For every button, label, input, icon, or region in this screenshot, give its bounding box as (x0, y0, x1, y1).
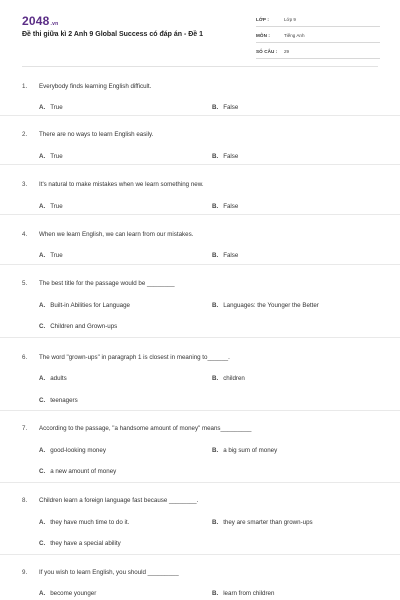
question-text: If you wish to learn English, you should _________ (39, 569, 179, 576)
option-letter: B. (212, 302, 219, 309)
meta-label: LỚP : (256, 17, 270, 22)
question-text: Everybody finds learning English difficult. (39, 83, 152, 90)
option-text: True (50, 203, 63, 210)
logo-text: 2048 (22, 14, 50, 28)
option-b[interactable] (212, 519, 313, 526)
meta-underline (256, 26, 380, 27)
option-a[interactable] (39, 302, 130, 309)
option-a[interactable] (39, 375, 67, 382)
question-9 (0, 554, 400, 600)
question-text: According to the passage, "a handsome amount of money" means_________ (39, 425, 252, 432)
meta-label: SỐ CÂU : (256, 49, 278, 54)
option-a[interactable] (39, 447, 106, 454)
question-8 (0, 482, 400, 555)
meta-value: 29 (284, 49, 290, 54)
question-number: 7. (22, 425, 28, 432)
question-number: 6. (22, 354, 28, 361)
option-a[interactable] (39, 203, 63, 210)
option-letter: B. (212, 590, 219, 597)
question-text: Children learn a foreign language fast because ________. (39, 497, 199, 504)
option-text: they have much time to do it. (50, 519, 130, 526)
option-letter: B. (212, 252, 219, 259)
meta-info (256, 14, 380, 62)
option-text: Children and Grown-ups (50, 323, 118, 330)
option-letter: A. (39, 375, 46, 382)
option-text: False (223, 203, 239, 210)
option-letter: A. (39, 447, 46, 454)
option-letter: A. (39, 203, 46, 210)
question-number: 5. (22, 280, 28, 287)
meta-value: Lớp 9 (284, 17, 296, 22)
option-letter: B. (212, 519, 219, 526)
option-letter: A. (39, 252, 46, 259)
question-number: 8. (22, 497, 28, 504)
option-b[interactable] (212, 590, 274, 597)
question-2 (0, 115, 400, 165)
option-c[interactable] (39, 323, 117, 330)
meta-underline (256, 42, 380, 43)
option-b[interactable] (212, 153, 238, 160)
option-text: they are smarter than grown-ups (223, 519, 313, 526)
question-text: There are no ways to learn English easily. (39, 131, 154, 138)
question-text: The word "grown-ups" in paragraph 1 is closest in meaning to______. (39, 354, 230, 361)
option-c[interactable] (39, 468, 116, 475)
question-text: When we learn English, we can learn from our mistakes. (39, 231, 194, 238)
question-5 (0, 264, 400, 338)
question-text: The best title for the passage would be ________ (39, 280, 175, 287)
logo-tld: .vn (50, 21, 59, 27)
option-letter: C. (39, 323, 46, 330)
question-4 (0, 214, 400, 265)
site-logo[interactable] (22, 14, 58, 28)
option-b[interactable] (212, 302, 319, 309)
meta-underline (256, 58, 380, 59)
question-number: 4. (22, 231, 28, 238)
option-text: a big sum of money (223, 447, 278, 454)
option-b[interactable] (212, 252, 238, 259)
meta-value: Tiếng Anh (284, 33, 305, 38)
question-number: 9. (22, 569, 28, 576)
option-b[interactable] (212, 447, 277, 454)
option-text: False (223, 252, 239, 259)
option-b[interactable] (212, 104, 238, 111)
option-c[interactable] (39, 397, 78, 404)
option-letter: B. (212, 203, 219, 210)
question-number: 1. (22, 83, 28, 90)
option-text: become younger (50, 590, 97, 597)
option-text: they have a special ability (50, 540, 121, 547)
option-text: True (50, 104, 63, 111)
page-title: Đề thi giữa kì 2 Anh 9 Global Success có đáp án - Đề 1 (22, 31, 204, 38)
meta-row-subject (256, 30, 380, 46)
meta-label: MÔN : (256, 33, 271, 38)
option-a[interactable] (39, 590, 96, 597)
question-text: It's natural to make mistakes when we learn something new. (39, 181, 204, 188)
option-b[interactable] (212, 203, 238, 210)
option-a[interactable] (39, 104, 63, 111)
option-letter: A. (39, 104, 46, 111)
question-3 (0, 164, 400, 215)
option-text: learn from children (223, 590, 275, 597)
option-a[interactable] (39, 519, 129, 526)
option-letter: A. (39, 302, 46, 309)
option-letter: C. (39, 397, 46, 404)
option-letter: A. (39, 519, 46, 526)
option-text: Built-in Abilities for Language (50, 302, 130, 309)
question-number: 2. (22, 131, 28, 138)
option-letter: B. (212, 447, 219, 454)
option-letter: C. (39, 540, 46, 547)
option-b[interactable] (212, 375, 245, 382)
option-text: children (223, 375, 245, 382)
option-c[interactable] (39, 540, 121, 547)
option-letter: B. (212, 375, 219, 382)
option-text: True (50, 252, 63, 259)
option-letter: B. (212, 104, 219, 111)
meta-row-count (256, 46, 380, 62)
option-text: teenagers (50, 397, 78, 404)
question-1 (0, 66, 400, 116)
header (0, 0, 400, 66)
option-text: adults (50, 375, 67, 382)
option-text: a new amount of money (50, 468, 117, 475)
option-letter: C. (39, 468, 46, 475)
option-letter: A. (39, 590, 46, 597)
option-text: Languages: the Younger the Better (223, 302, 319, 309)
option-letter: A. (39, 153, 46, 160)
question-6 (0, 337, 400, 411)
option-a[interactable] (39, 252, 63, 259)
meta-row-class (256, 14, 380, 30)
option-a[interactable] (39, 153, 63, 160)
question-7 (0, 410, 400, 483)
question-number: 3. (22, 181, 28, 188)
option-text: good-looking money (50, 447, 106, 454)
option-text: True (50, 153, 63, 160)
option-letter: B. (212, 153, 219, 160)
option-text: False (223, 104, 239, 111)
option-text: False (223, 153, 239, 160)
